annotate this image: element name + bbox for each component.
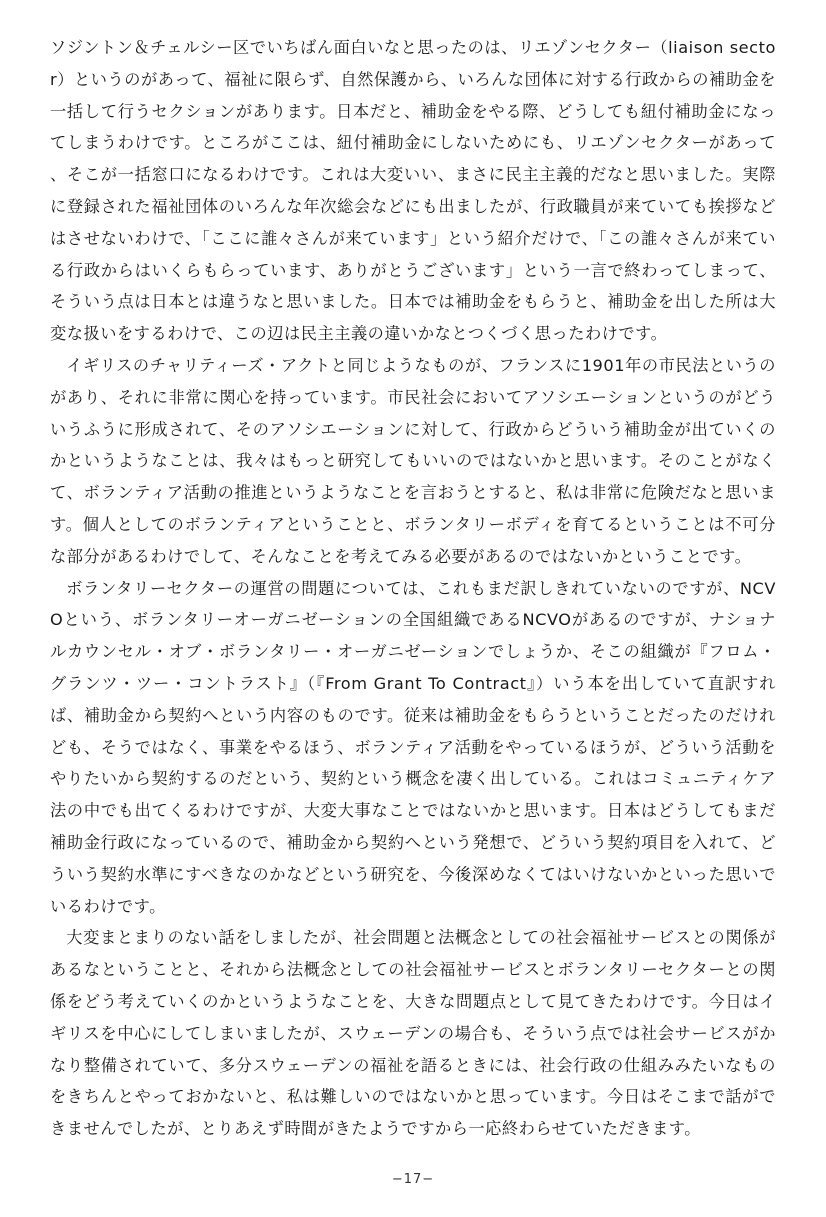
paragraph-2: イギリスのチャリティーズ・アクトと同じようなものが、フランスに1901年の市民法というのがあり、それに非常に関心を持っています。市民社会においてアソシエーションというのがどういうふうに形成されて、そのアソシエーションに対して、行政からどういう補助金が出ていくのかというようなことは、我々はもっと研究してもいいのではないかと思います。そのことがなくて、ボランティア活動の推進というようなことを言おうとすると、私は非常に危険だなと思います。個人としてのボランティアということと、ボランタリーボディを育てるということは不可分な部分があるわけでして、そんなことを考えてみる必要があるのではないかということです。 bbox=[50, 355, 776, 566]
document-body bbox=[50, 32, 776, 1145]
paragraph-3: ボランタリーセクターの運営の問題については、これもまだ訳しきれていないのですが、NCVOという、ボランタリーオーガニゼーションの全国組織であるNCVOがあるのですが、ナショナルカウンセル・オブ・ボランタリー・オーガニゼーションでしょうか、そこの組織が『フロム・グランツ・ツー・コントラスト』（『From Grant To Contract』）いう本を出していて直訳すれば、補助金から契約へという内容のものです。従来は補助金をもらうということだったのだけれども、そうではなく、事業をやるほう、ボランティア活動をやっているほうが、どういう活動をやりたいから契約するのだという、契約という概念を凄く出している。これはコミュニティケア法の中でも出てくるわけですが、大変大事なことではないかと思います。日本はどうしてもまだ補助金行政になっているので、補助金から契約へという発想で、どういう契約項目を入れて、どういう契約水準にすべきなのかなどという研究を、今後深めなくてはいけないかといった思いでいるわけです。 bbox=[50, 578, 776, 916]
page-number: −17− bbox=[391, 1172, 435, 1187]
paragraph-1: ソジントン＆チェルシー区でいちばん面白いなと思ったのは、リエゾンセクター（liaison sector）というのがあって、福祉に限らず、自然保護から、いろんな団体に対する行政からの補助金を一括して行うセクションがあります。日本だと、補助金をやる際、どうしても紐付補助金になってしまうわけです。ところがここは、紐付補助金にしないためにも、リエゾンセクターがあって、そこが一括窓口になるわけです。これは大変いい、まさに民主主義的だなと思いました。実際に登録された福祉団体のいろんな年次総会などにも出ましたが、行政職員が来ていても挨拶などはさせないわけで、「ここに誰々さんが来ています」という紹介だけで、「この誰々さんが来ている行政からはいくらもらっています、ありがとうございます」という一言で終わってしまって、そういう点は日本とは違うなと思いました。日本では補助金をもらうと、補助金を出した所は大変な扱いをするわけで、この辺は民主主義の違いかなとつくづく思ったわけです。 bbox=[50, 38, 776, 344]
paragraph-4: 大変まとまりのない話をしましたが、社会問題と法概念としての社会福祉サービスとの関係があるなということと、それから法概念としての社会福祉サービスとボランタリーセクターとの関係をどう考えていくのかというようなことを、大きな問題点として見てきたわけです。今日はイギリスを中心にしてしまいましたが、スウェーデンの場合も、そういう点では社会サービスがかなり整備されていて、多分スウェーデンの福祉を語るときには、社会行政の仕組みみたいなものをきちんとやっておかないと、私は難しいのではないかと思っています。今日はそこまで話ができませんでしたが、とりあえず時間がきたようですから一応終わらせていただきます。 bbox=[50, 928, 776, 1139]
